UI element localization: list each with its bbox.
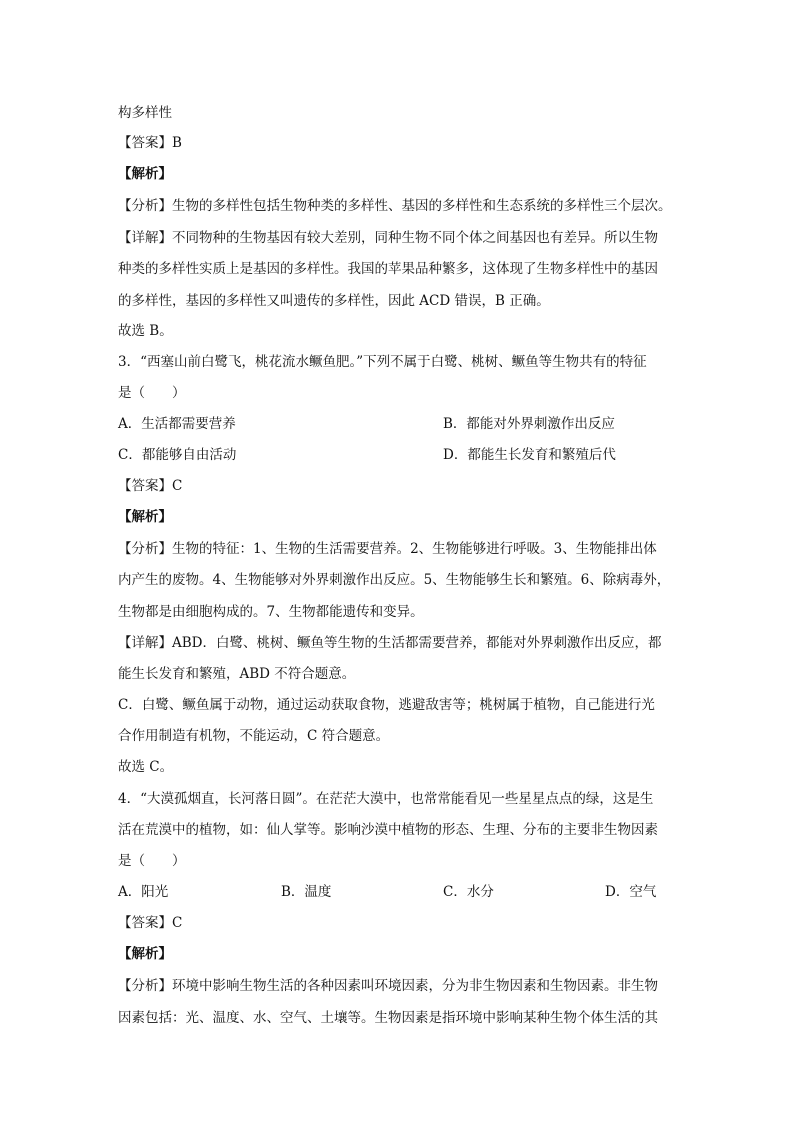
text-line: 内产生的废物。4、生物能够对外界刺激作出反应。5、生物能够生长和繁殖。6、除病毒外， [118, 572, 671, 588]
text-line: 故选 C。 [118, 759, 174, 775]
text-line: 种类的多样性实质上是基因的多样性。我国的苹果品种繁多，这体现了生物多样性中的基因 [118, 261, 658, 277]
q3-option-b: B．都能对外界刺激作出反应 [443, 416, 615, 432]
answer-line: 【答案】B [118, 135, 182, 151]
text-line: 合作用制造有机物，不能运动，C 符合题意。 [118, 728, 390, 744]
q3-option-d: D．都能生长发育和繁殖后代 [443, 447, 616, 463]
answer-line: 【答案】C [118, 915, 183, 931]
text-line: C．白鹭、鳜鱼属于动物，通过运动获取食物，逃避敌害等；桃树属于植物，自己能进行光 [118, 697, 655, 713]
analysis-heading: 【解析】 [118, 946, 172, 962]
text-line: 【分析】生物的多样性包括生物种类的多样性、基因的多样性和生态系统的多样性三个层次。 [118, 198, 672, 214]
text-line: 能生长发育和繁殖，ABD 不符合题意。 [118, 666, 356, 682]
text-line: 生物都是由细胞构成的。7、生物都能遗传和变异。 [118, 604, 424, 620]
analysis-heading: 【解析】 [118, 509, 172, 525]
q3-option-c: C．都能够自由活动 [118, 447, 237, 463]
q4-option-d: D．空气 [605, 884, 657, 900]
text-line: 【分析】环境中影响生物生活的各种因素叫环境因素，分为非生物因素和生物因素。非生物 [118, 978, 658, 994]
answer-line: 【答案】C [118, 478, 183, 494]
question-3: 3．“西塞山前白鹭飞，桃花流水鳜鱼肥。”下列不属于白鹭、桃树、鳜鱼等生物共有的特征 [118, 354, 647, 370]
question-4-cont: 活在荒漠中的植物，如：仙人掌等。影响沙漠中植物的形态、生理、分布的主要非生物因素 [118, 822, 658, 838]
q4-option-b: B．温度 [281, 884, 332, 900]
text-line: 故选 B。 [118, 323, 173, 339]
question-3-cont: 是（ ） [118, 385, 186, 401]
text-line: 【详解】ABD．白鹭、桃树、鳜鱼等生物的生活都需要营养，都能对外界刺激作出反应，都 [118, 635, 662, 651]
q4-option-a: A．阳光 [118, 884, 169, 900]
text-line: 【详解】不同物种的生物基因有较大差别，同种生物不同个体之间基因也有差异。所以生物 [118, 230, 658, 246]
text-line: 的多样性，基因的多样性又叫遗传的多样性，因此 ACD 错误，B 正确。 [118, 293, 550, 309]
question-4: 4．“大漠孤烟直，长河落日圆”。在茫茫大漠中，也常常能看见一些星星点点的绿，这是生 [118, 791, 654, 807]
analysis-heading: 【解析】 [118, 166, 172, 182]
question-4-cont: 是（ ） [118, 853, 186, 869]
text-line: 【分析】生物的特征：1、生物的生活需要营养。2、生物能够进行呼吸。3、生物能排出体 [118, 541, 657, 557]
text-line: 构多样性 [118, 105, 172, 121]
text-line: 因素包括：光、温度、水、空气、土壤等。生物因素是指环境中影响某种生物个体生活的其 [118, 1010, 658, 1026]
q4-option-c: C．水分 [443, 884, 494, 900]
q3-option-a: A．生活都需要营养 [118, 416, 236, 432]
